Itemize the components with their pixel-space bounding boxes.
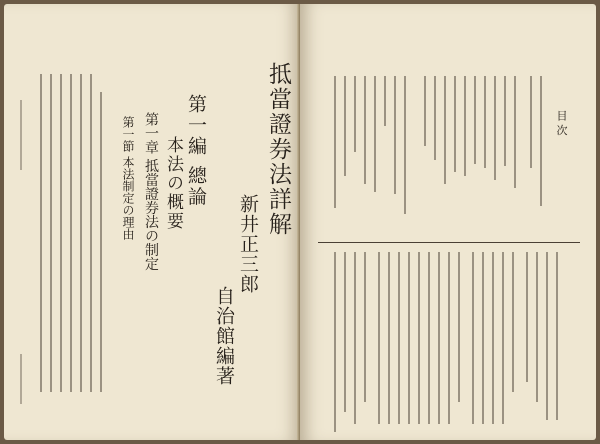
- chapter-heading: 第一章 抵當證券法の制定: [143, 112, 159, 271]
- book-title: 抵當證券法詳解: [265, 62, 291, 237]
- left-page: [4, 4, 300, 440]
- toc-divider: [318, 242, 580, 243]
- right-page: [300, 4, 596, 440]
- publisher-credit: 自治館編著: [213, 286, 235, 386]
- part-heading: 第一編 總論: [185, 94, 207, 208]
- author-name: 新井正三郎: [237, 194, 259, 294]
- section-heading: 第一節 本法制定の理由: [121, 116, 135, 240]
- toc-heading: 目 次: [555, 110, 568, 136]
- part-subheading: 本法の概要: [163, 136, 183, 231]
